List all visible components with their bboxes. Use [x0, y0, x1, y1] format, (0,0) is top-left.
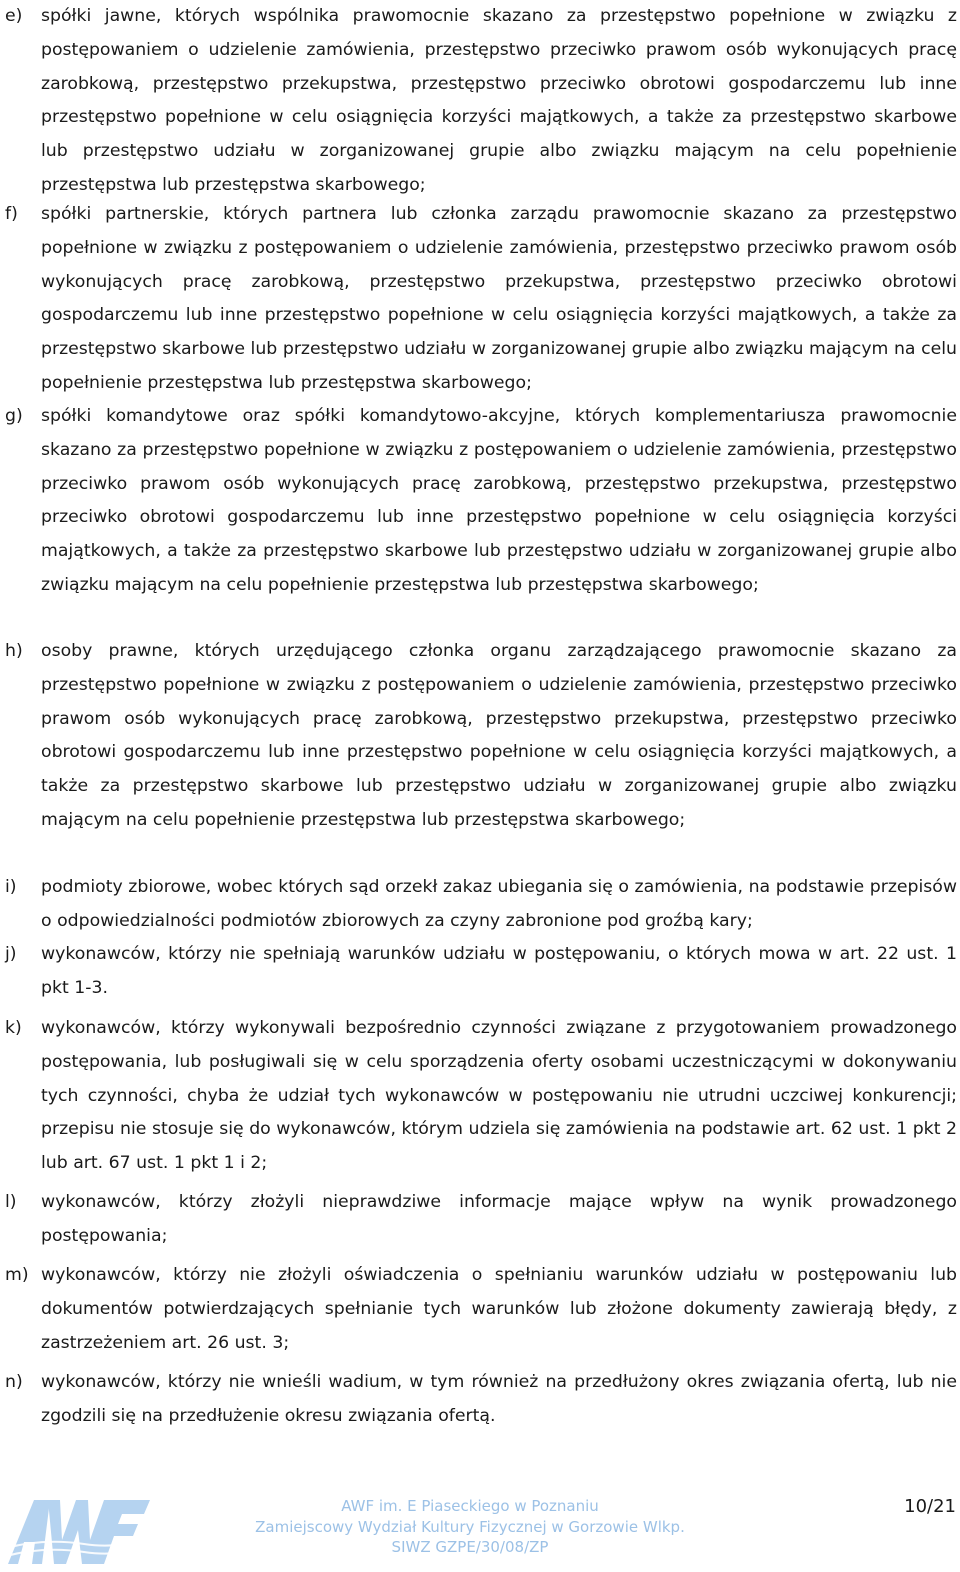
- list-item-text: spółki jawne, których wspólnika prawomocnie skazano za przestępstwo popełnione w związku z postępowaniem o udzielenie zamówienia, przestępstwo przeciwko prawom osób wykonujących pracę zarobkową, przestępstwo przekupstwa, przestępstwo przeciwko obrotowi gospodarczemu lub inne przestępstwo popełnione w celu osiągnięcia korzyści majątkowych, a także za przestępstwo skarbowe lub przestępstwo udziału w zorganizowanej grupie albo związku mającym na celu popełnienie przestępstwa lub przestępstwa skarbowego;: [41, 6, 957, 195]
- list-marker: j): [5, 944, 17, 964]
- list-item-text: wykonawców, którzy wykonywali bezpośrednio czynności związane z przygotowaniem prowadzonego postępowania, lub posługiwali się w celu sporządzenia oferty osobami uczestniczącymi w dokonywaniu tych czynności, chyba że udział tych wykonawców w postępowaniu nie utrudni uczciwej konkurencji; przepisu nie stosuje się do wykonawców, którym udziela się zamówienia na podstawie art. 62 ust. 1 pkt 2 lub art. 67 ust. 1 pkt 1 i 2;: [41, 1018, 957, 1174]
- list-marker: l): [5, 1192, 17, 1212]
- list-marker: k): [5, 1018, 22, 1038]
- list-marker: f): [5, 204, 18, 224]
- footer-line-1: AWF im. E Piaseckiego w Poznaniu: [341, 1497, 599, 1515]
- list-marker: h): [5, 641, 23, 661]
- list-marker: e): [5, 6, 23, 26]
- list-item-text: wykonawców, którzy nie spełniają warunków udziału w postępowaniu, o których mowa w art. 22 ust. 1 pkt 1-3.: [41, 944, 957, 998]
- list-marker: g): [5, 406, 23, 426]
- list-marker: m): [5, 1265, 29, 1285]
- footer-institution: [200, 1496, 740, 1558]
- footer-line-2: Zamiejscowy Wydział Kultury Fizycznej w Gorzowie Wlkp.: [255, 1517, 685, 1536]
- awf-logo: [4, 1494, 154, 1566]
- list-marker: i): [5, 877, 17, 897]
- list-item-text: podmioty zbiorowe, wobec których sąd orzekł zakaz ubiegania się o zamówienia, na podstawie przepisów o odpowiedzialności podmiotów zbiorowych za czyny zabronione pod groźbą kary;: [41, 877, 957, 931]
- footer-line-3: SIWZ GZPE/30/08/ZP: [391, 1538, 549, 1556]
- awf-logo-graphic: [4, 1494, 154, 1566]
- list-item-text: wykonawców, którzy nie wnieśli wadium, w tym również na przedłużony okres związania ofertą, lub nie zgodzili się na przedłużenie okresu związania ofertą.: [41, 1372, 957, 1426]
- list-item-text: spółki komandytowe oraz spółki komandytowo-akcyjne, których komplementariusza prawomocnie skazano za przestępstwo popełnione w związku z postępowaniem o udzielenie zamówienia, przestępstwo przeciwko prawom osób wykonujących pracę zarobkową, przestępstwo przekupstwa, przestępstwo przeciwko obrotowi gospodarczemu lub inne przestępstwo popełnione w celu osiągnięcia korzyści majątkowych, a także za przestępstwo skarbowe lub przestępstwo udziału w zorganizowanej grupie albo związku mającym na celu popełnienie przestępstwa lub przestępstwa skarbowego;: [41, 406, 957, 595]
- list-item-text: wykonawców, którzy złożyli nieprawdziwe informacje mające wpływ na wynik prowadzonego postępowania;: [41, 1192, 957, 1246]
- page-number: 10/21: [904, 1496, 956, 1517]
- list-marker: n): [5, 1372, 23, 1392]
- list-item-text: osoby prawne, których urzędującego członka organu zarządzającego prawomocnie skazano za przestępstwo popełnione w związku z postępowaniem o udzielenie zamówienia, przestępstwo przeciwko prawom osób wykonujących pracę zarobkową, przestępstwo przekupstwa, przestępstwo przeciwko obrotowi gospodarczemu lub inne przestępstwo popełnione w celu osiągnięcia korzyści majątkowych, a także za przestępstwo skarbowe lub przestępstwo udziału w zorganizowanej grupie albo związku mającym na celu popełnienie przestępstwa lub przestępstwa skarbowego;: [41, 641, 957, 830]
- list-item-text: wykonawców, którzy nie złożyli oświadczenia o spełnianiu warunków udziału w postępowaniu lub dokumentów potwierdzających spełnianie tych warunków lub złożone dokumenty zawierają błędy, z zastrzeżeniem art. 26 ust. 3;: [41, 1265, 957, 1353]
- list-item-text: spółki partnerskie, których partnera lub członka zarządu prawomocnie skazano za przestępstwo popełnione w związku z postępowaniem o udzielenie zamówienia, przestępstwo przeciwko prawom osób wykonujących pracę zarobkową, przestępstwo przekupstwa, przestępstwo przeciwko obrotowi gospodarczemu lub inne przestępstwo popełnione w celu osiągnięcia korzyści majątkowych, a także za przestępstwo skarbowe lub przestępstwo udziału w zorganizowanej grupie albo związku mającym na celu popełnienie przestępstwa lub przestępstwa skarbowego;: [41, 204, 957, 393]
